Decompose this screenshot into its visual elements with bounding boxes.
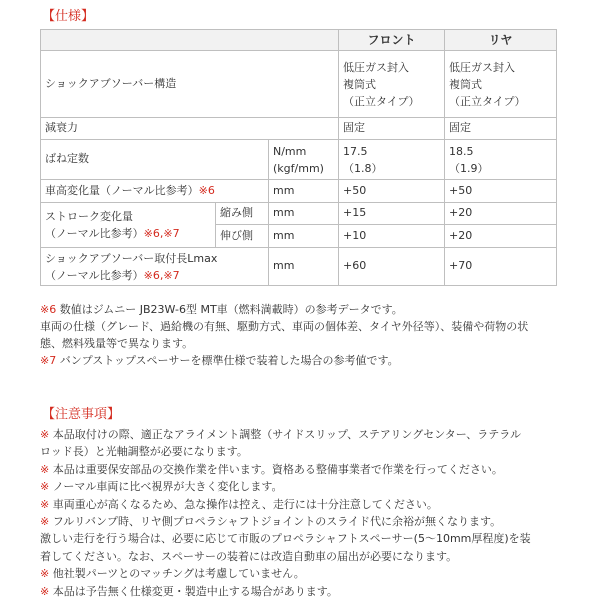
caution-item: [40, 426, 568, 443]
shock-structure-front: [339, 51, 445, 118]
spring-rate-label: ばね定数: [41, 140, 269, 180]
row-height-change: [41, 180, 557, 203]
note-7-mark: ※7: [40, 354, 57, 367]
caution-text: 他社製パーツとのマッチングは考慮していません。: [49, 567, 305, 581]
spec-header-row: [41, 30, 557, 51]
spring-rate-rear: [445, 140, 557, 180]
shock-structure-label: ショックアブソーバー構造: [41, 51, 339, 118]
caution-mark: ※: [40, 584, 50, 598]
stroke-compress-label: 縮み側: [216, 203, 269, 225]
spring-rear-line2: （1.9）: [449, 161, 489, 175]
stroke-label-note: ※6,※7: [143, 227, 180, 240]
damping-rear: 固定: [445, 118, 557, 140]
row-mount-length: [41, 248, 557, 286]
spec-section-title: 【仕様】: [42, 9, 95, 24]
caution-section-title: 【注意事項】: [42, 407, 121, 422]
mount-length-unit: mm: [269, 248, 339, 286]
note-7-text: バンプストップスペーサーを標準仕様で装着した場合の参考値です。: [56, 354, 399, 367]
caution-text: 車両重心が高くなるため、急な操作は控え、走行には十分注意してください。: [49, 497, 438, 511]
height-change-note: ※6: [198, 183, 215, 197]
mount-label-note: ※6,※7: [143, 268, 180, 282]
caution-item: [40, 461, 568, 478]
mount-length-front: +60: [339, 248, 445, 286]
shock-structure-rear: [445, 51, 557, 118]
note-6-text: 数値はジムニー JB23W-6型 MT車（燃料満載時）の参考データです。: [56, 303, 403, 316]
stroke-extend-unit: mm: [269, 225, 339, 248]
stroke-compress-unit: mm: [269, 203, 339, 225]
row-spring-rate: [41, 140, 557, 180]
caution-text: 本品は重要保安部品の交換作業を伴います。資格ある整備事業者で作業を行ってください。: [49, 462, 503, 476]
note-line-2: 車両の仕様（グレード、過給機の有無、駆動方式、車両の個体差、タイヤ外径等）、装備や荷物の状: [40, 320, 529, 333]
spring-unit-line2: (kgf/mm): [273, 161, 324, 175]
mount-length-label: [41, 248, 269, 286]
damping-label: 減衰力: [41, 118, 339, 140]
note-7: [40, 352, 568, 369]
caution-item: [40, 548, 568, 565]
caution-mark: ※: [40, 497, 50, 511]
caution-item: [40, 565, 568, 582]
mount-label-line1: ショックアブソーバー取付長Lmax: [45, 251, 218, 265]
caution-mark: ※: [40, 480, 50, 494]
shock-front-line1: 低圧ガス封入: [343, 60, 409, 74]
note-6-mark: ※6: [40, 303, 57, 316]
stroke-label-text: （ノーマル比参考）: [45, 227, 144, 240]
spring-rate-front: [339, 140, 445, 180]
caution-text: 激しい走行を行う場合は、必要に応じて市販のプロペラシャフトスペーサー(5～10mm厚程度)を装: [40, 532, 531, 546]
mount-label-line2: [45, 267, 264, 284]
caution-mark: ※: [40, 462, 50, 476]
caution-text: 本品は予告無く仕様変更・製造中止する場合があります。: [49, 584, 338, 598]
stroke-label-line2: [45, 225, 211, 242]
row-stroke-compress: [41, 203, 557, 225]
height-change-unit: mm: [269, 180, 339, 203]
shock-rear-line2: 複筒式: [449, 77, 482, 91]
stroke-compress-rear: +20: [445, 203, 557, 225]
header-rear: リヤ: [445, 30, 557, 51]
shock-front-line3: （正立タイプ）: [343, 94, 420, 108]
mount-label-text: （ノーマル比参考）: [45, 268, 144, 282]
caution-mark: ※: [40, 567, 50, 581]
row-shock-structure: [41, 51, 557, 118]
caution-text: ノーマル車両に比べ視界が大きく変化します。: [49, 480, 283, 494]
caution-text: フルリバンプ時、リヤ側プロペラシャフトジョイントのスライド代に余裕が無くなります。: [49, 515, 502, 529]
height-change-front: +50: [339, 180, 445, 203]
spring-unit-line1: N/mm: [273, 144, 307, 158]
caution-item: [40, 443, 568, 460]
caution-list: [40, 426, 568, 600]
caution-item: [40, 583, 568, 600]
caution-text: ロッド長）と光軸調整が必要になります。: [40, 445, 248, 459]
spec-table: [40, 29, 557, 286]
height-change-text: 車高変化量（ノーマル比参考）: [45, 183, 199, 197]
spring-rate-unit: [269, 140, 339, 180]
spec-notes: [40, 301, 568, 369]
caution-item: [40, 530, 568, 547]
stroke-extend-rear: +20: [445, 225, 557, 248]
note-line-3: 態、燃料残量等で異なります。: [40, 337, 194, 350]
height-change-rear: +50: [445, 180, 557, 203]
spring-front-line2: （1.8）: [343, 161, 383, 175]
shock-rear-line1: 低圧ガス封入: [449, 60, 515, 74]
stroke-extend-front: +10: [339, 225, 445, 248]
caution-text: 着してください。なお、スペーサーの装着には改造自動車の届出が必要になります。: [40, 549, 458, 563]
shock-rear-line3: （正立タイプ）: [449, 94, 526, 108]
height-change-label: [41, 180, 269, 203]
caution-item: [40, 496, 568, 513]
row-damping: [41, 118, 557, 140]
stroke-extend-label: 伸び側: [216, 225, 269, 248]
mount-length-rear: +70: [445, 248, 557, 286]
stroke-label-line1: ストローク変化量: [45, 210, 133, 223]
caution-text: 本品取付けの際、適正なアライメント調整（サイドスリップ、ステアリングセンター、ラテラル: [49, 428, 521, 441]
caution-mark: ※: [40, 428, 50, 441]
spring-front-line1: 17.5: [343, 144, 368, 158]
damping-front: 固定: [339, 118, 445, 140]
stroke-compress-front: +15: [339, 203, 445, 225]
header-front: フロント: [339, 30, 445, 51]
spring-rear-line1: 18.5: [449, 144, 474, 158]
stroke-change-label: [41, 203, 216, 248]
note-6: [40, 301, 568, 318]
caution-item: [40, 478, 568, 495]
shock-front-line2: 複筒式: [343, 77, 376, 91]
spec-header-blank: [41, 30, 339, 51]
caution-mark: ※: [40, 515, 50, 529]
caution-item: [40, 513, 568, 530]
